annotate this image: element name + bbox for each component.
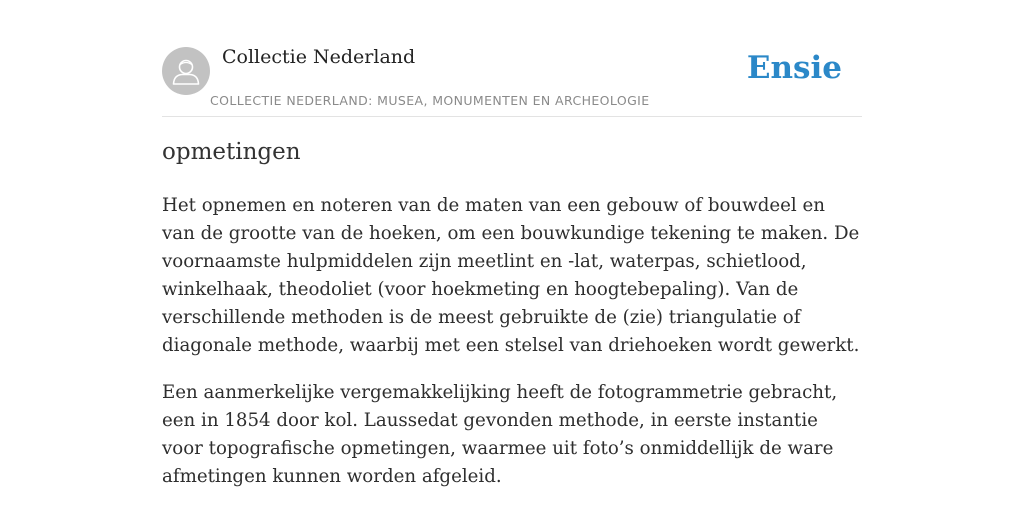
- article-header: [162, 46, 862, 117]
- source-label[interactable]: COLLECTIE NEDERLAND: MUSEA, MONUMENTEN EN ARCHEOLOGIE: [210, 93, 650, 108]
- ensie-logo[interactable]: Ensie: [746, 50, 842, 86]
- article-paragraph: Het opnemen en noteren van de maten van een gebouw of bouwdeel en van de grootte van de hoeken, om een bouwkundige tekening te maken. De voornaamste hulpmiddelen zijn meetlint en -lat, waterpas, schietlood, winkelhaak, theodoliet (voor hoekmeting en hoogtebepaling). Van de verschillende methoden is de meest gebruikte de (zie) triangulatie of diagonale methode, waarbij met een stelsel van driehoeken wordt gewerkt.: [162, 195, 860, 356]
- user-icon: [162, 47, 210, 95]
- author-avatar[interactable]: [162, 47, 210, 95]
- article-paragraph: Een aanmerkelijke vergemakkelijking heeft de fotogrammetrie gebracht, een in 1854 door kol. Laussedat gevonden methode, in eerste instantie voor topografische opmetingen, waarmee uit foto’s onmiddellijk de ware afmetingen kunnen worden afgeleid.: [162, 382, 838, 487]
- article-body: [162, 192, 862, 510]
- page-title: opmetingen: [162, 139, 301, 165]
- author-name[interactable]: Collectie Nederland: [222, 46, 416, 68]
